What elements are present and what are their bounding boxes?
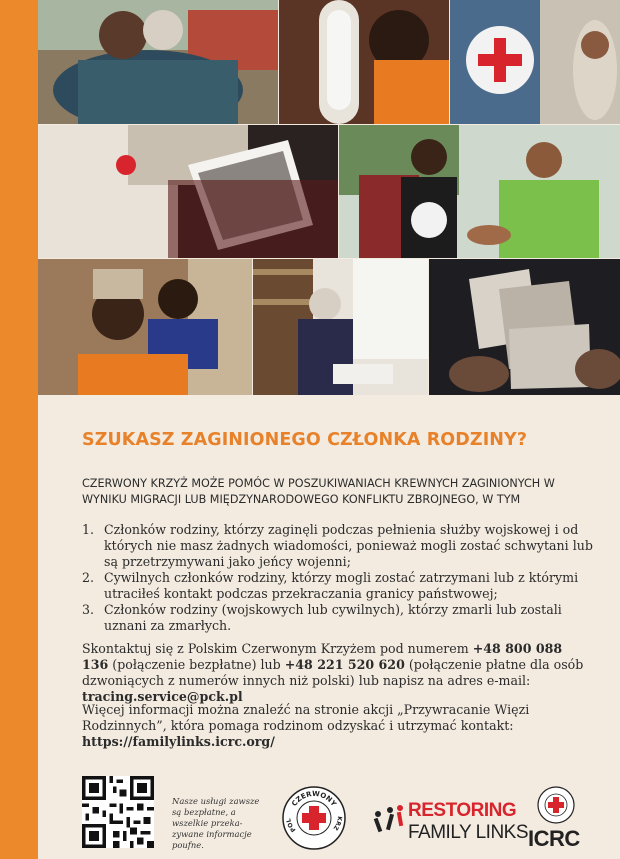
orange-side-stripe	[0, 0, 38, 859]
pck-logo-text: CZERWONY	[290, 789, 338, 808]
pck-logo-text: KRZ	[331, 815, 344, 832]
photo-old-photographs	[429, 259, 620, 395]
free-service-note: Nasze usługi zawsze są bezpłatne, a wszelkie przeka-zywane informacje poufne.	[172, 796, 260, 850]
contact-text: (połączenie bezpłatne) lub	[108, 657, 285, 672]
polish-red-cross-logo	[282, 786, 346, 850]
pck-logo-text: POL	[285, 817, 298, 834]
icrc-logo-text: ICRC	[528, 826, 580, 851]
photo-elderly-woman	[253, 259, 428, 395]
list-text: Cywilnych członków rodziny, którzy mogli zostać zatrzymani lub z którymi utraciłeś kontakt podczas przekraczania granicy państwowej;	[104, 570, 579, 601]
photo-holding-picture	[38, 125, 338, 258]
free-phone-number[interactable]: +48 800 088 136	[82, 641, 563, 672]
more-info-text: Więcej informacji można znaleźć na stronie akcji „Przywracanie Więzi Rodzinnych”, która pomaga rodzinom odzyskać i utrzymać kontakt:	[82, 702, 530, 733]
contact-text: (połączenie płatne dla osób dzwoniących z numerów innych niż polski) lub napisz na adres e-mail:	[82, 657, 584, 688]
headline: SZUKASZ ZAGINIONEGO CZŁONKA RODZINY?	[82, 430, 528, 450]
more-info-paragraph	[82, 702, 592, 750]
contact-paragraph	[82, 641, 592, 705]
list-text: Członków rodziny (wojskowych lub cywilnych), którzy zmarli lub zostali uznani za zmarłych.	[104, 602, 562, 633]
photo-airplane-window	[279, 0, 449, 124]
cases-list	[82, 522, 602, 634]
list-item	[82, 522, 602, 570]
photo-red-cross-worker	[450, 0, 620, 124]
email-link[interactable]: tracing.service@pck.pl	[82, 689, 243, 704]
list-item	[82, 570, 602, 602]
photo-handshake	[339, 125, 620, 258]
rfl-restoring-text: RESTORING	[408, 800, 517, 821]
icrc-emblem-icon	[537, 786, 575, 824]
qr-code[interactable]	[82, 776, 154, 848]
rfl-family-links-text: FAMILY LINKS	[408, 822, 529, 843]
list-number: 3.	[82, 602, 95, 617]
paid-phone-number[interactable]: +48 221 520 620	[284, 657, 405, 672]
list-item	[82, 602, 602, 634]
intro-text: CZERWONY KRZYŻ MOŻE POMÓC W POSZUKIWANIACH KREWNYCH ZAGINIONYCH W WYNIKU MIGRACJI LUB MIĘDZYNARODOWEGO KONFLIKTU ZBROJNEGO, W TYM	[82, 477, 555, 506]
familylinks-url[interactable]: https://familylinks.icrc.org/	[82, 734, 275, 749]
photo-collage	[38, 0, 620, 395]
photo-embrace	[38, 0, 278, 124]
contact-text: Skontaktuj się z Polskim Czerwonym Krzyżem pod numerem	[82, 641, 473, 656]
list-text: Członków rodziny, którzy zaginęli podczas pełnienia służby wojskowej i od których nie masz żadnych wiadomości, ponieważ mogli zostać schwytani lub są przetrzymywani jako jeńcy wojenni;	[104, 522, 593, 569]
list-number: 1.	[82, 522, 95, 537]
photo-mother-child	[38, 259, 252, 395]
list-number: 2.	[82, 570, 95, 585]
